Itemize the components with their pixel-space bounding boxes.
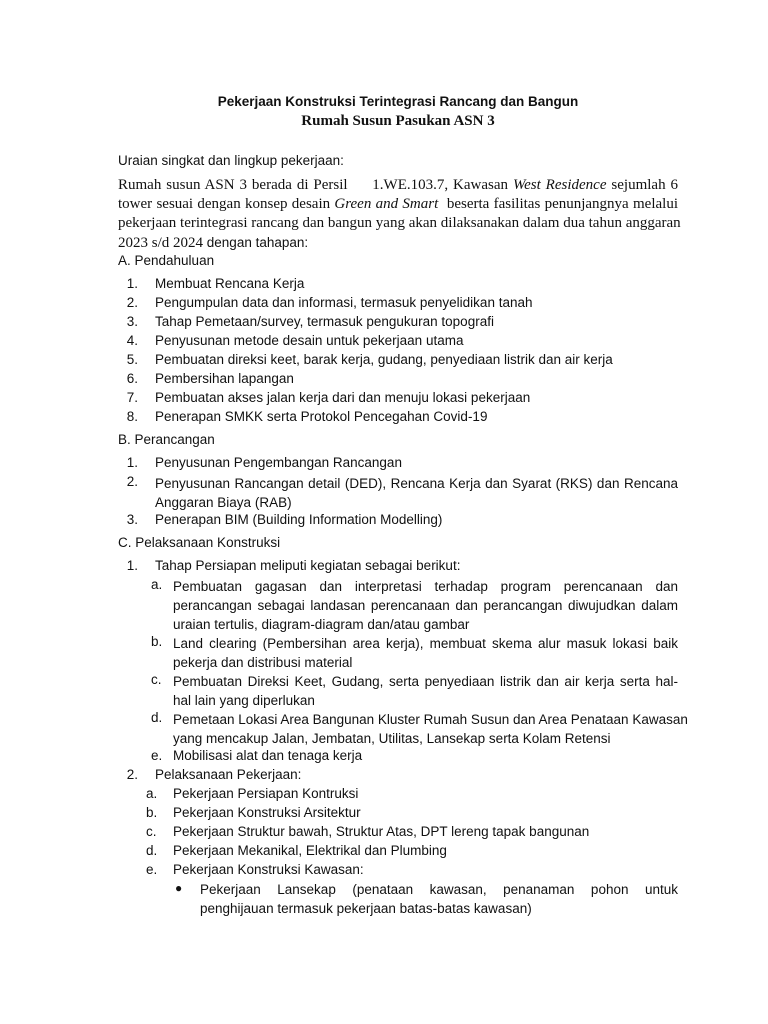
list-number: 1. bbox=[126, 455, 138, 470]
list-item-line: Anggaran Biaya (RAB) bbox=[155, 495, 292, 510]
list-item bbox=[173, 577, 678, 634]
list-item: Membuat Rencana Kerja bbox=[155, 276, 305, 291]
list-number: 5. bbox=[126, 352, 138, 367]
list-letter: b. bbox=[146, 805, 158, 820]
list-item: Tahap Persiapan meliputi kegiatan sebagai berikut: bbox=[155, 558, 461, 573]
list-item: Penerapan BIM (Building Information Modelling) bbox=[155, 512, 443, 527]
list-item-line: penghijauan termasuk pekerjaan batas-batas kawasan) bbox=[200, 901, 532, 916]
list-item: Pelaksanaan Pekerjaan: bbox=[155, 767, 302, 782]
bullet-icon: ● bbox=[175, 881, 183, 895]
list-item: Pekerjaan Persiapan Kontruksi bbox=[173, 786, 359, 801]
list-item: Penyusunan metode desain untuk pekerjaan utama bbox=[155, 333, 464, 348]
section-a-heading: A. Pendahuluan bbox=[118, 253, 215, 268]
intro-paragraph bbox=[118, 176, 681, 253]
intro-italic-text: West Residence bbox=[512, 177, 607, 193]
list-item bbox=[173, 710, 688, 748]
intro-text: 1.WE.103.7, Kawasan bbox=[372, 177, 509, 193]
intro-line-1 bbox=[118, 176, 678, 195]
list-number: 8. bbox=[126, 409, 138, 424]
intro-text: sejumlah 6 bbox=[611, 177, 679, 193]
list-item: Pembersihan lapangan bbox=[155, 371, 294, 386]
list-letter: e. bbox=[146, 862, 158, 877]
list-item-line: pekerja dan distribusi material bbox=[173, 655, 353, 670]
list-letter: a. bbox=[146, 786, 158, 801]
list-item bbox=[173, 634, 678, 672]
intro-text: dengan tahapan: bbox=[206, 235, 309, 250]
list-letter: a. bbox=[151, 577, 163, 592]
list-item bbox=[155, 474, 678, 512]
list-item: Pekerjaan Struktur bawah, Struktur Atas, DPT lereng tapak bangunan bbox=[173, 824, 590, 839]
list-letter: d. bbox=[151, 710, 163, 725]
list-item-line: hal lain yang diperlukan bbox=[173, 693, 315, 708]
list-letter: d. bbox=[146, 843, 158, 858]
list-item: Pekerjaan Konstruksi Kawasan: bbox=[173, 862, 364, 877]
document-title-line1: Pekerjaan Konstruksi Terintegrasi Rancang dan Bangun bbox=[217, 94, 579, 109]
list-item: Tahap Pemetaan/survey, termasuk pengukuran topografi bbox=[155, 314, 494, 329]
list-number: 6. bbox=[126, 371, 138, 386]
list-item: Mobilisasi alat dan tenaga kerja bbox=[173, 748, 363, 763]
list-number: 7. bbox=[126, 390, 138, 405]
list-number: 3. bbox=[126, 314, 138, 329]
list-item-line: Land clearing (Pembersihan area kerja), membuat skema alur masuk lokasi baik bbox=[173, 636, 678, 651]
section-b-heading: B. Perancangan bbox=[118, 432, 215, 447]
section-c-heading: C. Pelaksanaan Konstruksi bbox=[118, 535, 281, 550]
list-number: 1. bbox=[126, 558, 138, 573]
list-item-line: uraian tertulis, diagram-diagram dan/atau gambar bbox=[173, 617, 470, 632]
list-number: 3. bbox=[126, 512, 138, 527]
document-title-line2: Rumah Susun Pasukan ASN 3 bbox=[301, 113, 495, 129]
intro-italic-text: Green and Smart bbox=[334, 196, 439, 212]
intro-text: Rumah susun ASN 3 berada di Persil bbox=[118, 177, 348, 193]
list-item-line: Penyusunan Rancangan detail (DED), Rencana Kerja dan Syarat (RKS) dan Rencana bbox=[155, 476, 678, 491]
list-item-line: Pemetaan Lokasi Area Bangunan Kluster Rumah Susun dan Area Penataan Kawasan bbox=[173, 712, 688, 727]
intro-line-2 bbox=[118, 195, 678, 214]
list-item: Pembuatan akses jalan kerja dari dan menuju lokasi pekerjaan bbox=[155, 390, 531, 405]
list-item: Pekerjaan Konstruksi Arsitektur bbox=[173, 805, 361, 820]
list-item-line: Pembuatan Direksi Keet, Gudang, serta penyediaan listrik dan air kerja serta hal- bbox=[173, 674, 678, 689]
list-letter: c. bbox=[151, 672, 162, 687]
intro-text: tower sesuai dengan konsep desain bbox=[118, 196, 331, 212]
list-item: Pengumpulan data dan informasi, termasuk penyelidikan tanah bbox=[155, 295, 533, 310]
list-item: Pembuatan direksi keet, barak kerja, gudang, penyediaan listrik dan air kerja bbox=[155, 352, 613, 367]
list-item: Pekerjaan Mekanikal, Elektrikal dan Plumbing bbox=[173, 843, 447, 858]
list-number: 2. bbox=[126, 474, 138, 489]
intro-line-3: pekerjaan terintegrasi rancang dan bangun yang akan dilaksanakan dalam dua tahun anggaran bbox=[118, 215, 681, 231]
list-item-line: Pekerjaan Lansekap (penataan kawasan, penanaman pohon untuk bbox=[200, 882, 678, 897]
list-item-line: yang mencakup Jalan, Jembatan, Utilitas, Lansekap serta Kolam Retensi bbox=[173, 731, 611, 746]
list-item-line: perancangan sebagai landasan perencanaan dan perancangan diwujudkan dalam bbox=[173, 598, 678, 613]
list-number: 1. bbox=[126, 276, 138, 291]
list-item: Penyusunan Pengembangan Rancangan bbox=[155, 455, 402, 470]
list-item: Penerapan SMKK serta Protokol Pencegahan Covid-19 bbox=[155, 409, 488, 424]
list-letter: e. bbox=[151, 748, 163, 763]
list-number: 4. bbox=[126, 333, 138, 348]
list-number: 2. bbox=[126, 767, 138, 782]
list-letter: c. bbox=[146, 824, 157, 839]
list-number: 2. bbox=[126, 295, 138, 310]
intro-years: 2023 s/d 2024 bbox=[118, 235, 204, 251]
intro-line-4 bbox=[118, 233, 678, 253]
list-letter: b. bbox=[151, 634, 163, 649]
intro-heading: Uraian singkat dan lingkup pekerjaan: bbox=[118, 153, 344, 168]
list-item-line: Pembuatan gagasan dan interpretasi terhadap program perencanaan dan bbox=[173, 579, 678, 594]
list-item bbox=[200, 880, 678, 918]
list-item bbox=[173, 672, 678, 710]
intro-text: beserta fasilitas penunjangnya melalui bbox=[446, 196, 678, 212]
